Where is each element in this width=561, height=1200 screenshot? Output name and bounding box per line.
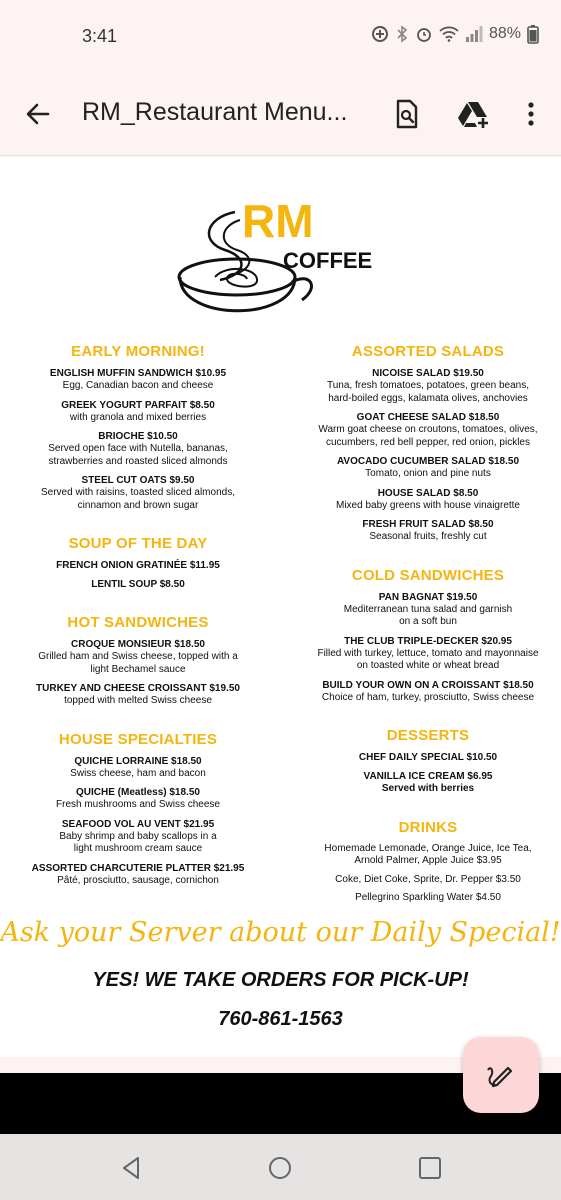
section-spacer	[310, 802, 546, 819]
status-icons	[371, 24, 539, 44]
menu-item-description: Mixed baby greens with house vinaigrette	[336, 499, 520, 511]
battery-percent: 88%	[488, 25, 521, 42]
find-in-document-button[interactable]	[389, 96, 425, 132]
menu-item-description: hard-boiled eggs, kalamata olives, anchovies	[328, 392, 528, 404]
menu-item-name: FRESH FRUIT SALAD $8.50	[362, 519, 494, 530]
menu-item	[310, 751, 546, 764]
menu-left-column	[18, 343, 258, 893]
menu-item-description: Fresh mushrooms and Swiss cheese	[56, 799, 220, 810]
battery-icon	[527, 24, 539, 44]
rm-coffee-logo	[170, 182, 400, 332]
pickup-note: YES! WE TAKE ORDERS FOR PICK-UP!	[92, 969, 469, 991]
menu-item	[310, 770, 546, 796]
menu-item-description: light Bechamel sauce	[90, 663, 186, 675]
menu-item-description: with granola and mixed berries	[69, 411, 207, 423]
menu-item-description: Seasonal fruits, freshly cut	[369, 531, 487, 542]
document-title: RM_Restaurant Menu...	[82, 98, 348, 126]
menu-item	[18, 399, 258, 425]
menu-item	[18, 559, 258, 572]
menu-item	[18, 755, 258, 781]
menu-item	[18, 367, 258, 393]
menu-item-description: Coke, Diet Coke, Sprite, Dr. Pepper $3.50	[335, 873, 521, 885]
menu-item-name: CROQUE MONSIEUR $18.50	[71, 639, 205, 650]
pen-edit-icon	[484, 1058, 518, 1092]
wifi-icon	[439, 26, 459, 42]
menu-item-name: NICOISE SALAD $19.50	[372, 368, 484, 379]
menu-item-name: AVOCADO CUCUMBER SALAD $18.50	[336, 456, 520, 467]
section-spacer	[310, 550, 546, 567]
logo-word: COFFEE	[283, 248, 373, 273]
menu-item	[18, 578, 258, 591]
menu-item-description: Mediterranean tuna salad and garnish	[343, 603, 513, 615]
document-page	[0, 157, 561, 1057]
menu-item-description: strawberries and roasted sliced almonds	[48, 455, 228, 467]
menu-right-column	[310, 343, 546, 911]
menu-item-name: GREEK YOGURT PARFAIT $8.50	[61, 399, 215, 411]
back-button[interactable]	[22, 98, 54, 130]
menu-item	[310, 843, 546, 868]
menu-item	[18, 682, 258, 708]
menu-section-title: SOUP OF THE DAY	[68, 535, 208, 552]
section-spacer	[18, 518, 258, 535]
menu-item-name: VANILLA ICE CREAM $6.95	[363, 771, 493, 782]
menu-item-name: BUILD YOUR OWN ON A CROISSANT $18.50	[322, 679, 534, 691]
menu-item-name: PAN BAGNAT $19.50	[378, 591, 478, 603]
menu-item-description: Served open face with Nutella, bananas,	[48, 443, 228, 454]
section-spacer	[18, 597, 258, 614]
menu-item-description: Tuna, fresh tomatoes, potatoes, green beans,	[327, 380, 529, 391]
menu-item	[310, 679, 546, 705]
square-recents-icon	[416, 1154, 444, 1182]
menu-item-description: Warm goat cheese on croutons, tomatoes, olives,	[318, 424, 538, 435]
add-to-drive-button[interactable]	[455, 96, 491, 132]
menu-section-title: HOT SANDWICHES	[67, 614, 209, 631]
more-options-button[interactable]	[513, 96, 549, 132]
menu-item	[18, 818, 258, 856]
menu-item-description: on toasted white or wheat bread	[356, 660, 500, 671]
menu-item-name: FRENCH ONION GRATINÉE $11.95	[56, 560, 220, 571]
menu-item-name: QUICHE (Meatless) $18.50	[76, 787, 200, 798]
menu-item-name: ASSORTED CHARCUTERIE PLATTER $21.95	[31, 862, 245, 874]
data-saver-icon	[371, 25, 389, 43]
menu-item-description: Served with raisins, toasted sliced almonds,	[41, 487, 235, 498]
menu-item-name: HOUSE SALAD $8.50	[377, 487, 479, 499]
menu-item-name: ENGLISH MUFFIN SANDWICH $10.95	[49, 368, 227, 379]
menu-item-description: Served with berries	[381, 783, 475, 794]
menu-item	[310, 487, 546, 513]
menu-item-description: Pellegrino Sparkling Water $4.50	[355, 892, 501, 903]
menu-item	[310, 874, 546, 887]
drive-add-icon	[455, 96, 491, 132]
nav-home-button[interactable]	[266, 1154, 294, 1182]
menu-item-description: Filled with turkey, lettuce, tomato and mayonnaise	[317, 647, 539, 659]
menu-item-description: Choice of ham, turkey, prosciutto, Swiss cheese	[321, 691, 535, 703]
menu-item-name: STEEL CUT OATS $9.50	[81, 475, 195, 486]
menu-item-description: cinnamon and brown sugar	[77, 499, 199, 511]
menu-item-description: Swiss cheese, ham and bacon	[70, 767, 206, 779]
menu-item-name: TURKEY AND CHEESE CROISSANT $19.50	[36, 683, 240, 694]
menu-item	[18, 862, 258, 888]
menu-section-title: HOUSE SPECIALTIES	[58, 730, 218, 748]
alarm-icon	[415, 25, 433, 43]
menu-item	[310, 892, 546, 905]
system-navigation-bar	[0, 1134, 561, 1200]
signal-icon	[465, 26, 483, 42]
menu-item	[18, 638, 258, 676]
menu-item-description: Baby shrimp and baby scallops in a	[59, 830, 217, 842]
menu-item	[310, 518, 546, 544]
menu-item	[18, 474, 258, 512]
daily-special-note: Ask your Server about our Daily Special!	[0, 917, 561, 948]
more-vert-icon	[513, 96, 549, 132]
logo-letters: RM	[242, 195, 314, 247]
menu-section-title: DESSERTS	[386, 727, 470, 744]
nav-back-button[interactable]	[118, 1154, 146, 1182]
section-spacer	[18, 714, 258, 731]
menu-item-name: BRIOCHE $10.50	[98, 431, 178, 442]
document-search-icon	[389, 96, 425, 132]
menu-section-title: COLD SANDWICHES	[351, 566, 505, 584]
menu-item-description: topped with melted Swiss cheese	[64, 695, 212, 706]
menu-item-name: SEAFOOD VOL AU VENT $21.95	[61, 818, 215, 830]
section-spacer	[310, 710, 546, 727]
menu-item-description: Pâté, prosciutto, sausage, cornichon	[57, 874, 219, 886]
menu-item-description: Arnold Palmer, Apple Juice $3.95	[354, 855, 502, 866]
phone-number: 760-861-1563	[218, 1008, 343, 1030]
menu-item-description: Homemade Lemonade, Orange Juice, Ice Tea,	[324, 842, 532, 854]
menu-item-name: THE CLUB TRIPLE-DECKER $20.95	[344, 635, 512, 647]
nav-recents-button[interactable]	[416, 1154, 444, 1182]
menu-item	[310, 367, 546, 405]
menu-item-name: GOAT CHEESE SALAD $18.50	[356, 412, 500, 423]
menu-item-name: LENTIL SOUP $8.50	[91, 579, 185, 590]
menu-item-description: Egg, Canadian bacon and cheese	[62, 380, 214, 391]
menu-item	[310, 455, 546, 481]
menu-section-title: ASSORTED SALADS	[351, 343, 505, 360]
menu-section-title: EARLY MORNING!	[71, 343, 205, 360]
menu-section-title: DRINKS	[398, 818, 458, 836]
menu-item-description: cucumbers, red bell pepper, red onion, pickles	[325, 436, 530, 448]
status-bar	[0, 0, 561, 72]
circle-home-icon	[266, 1154, 294, 1182]
menu-item	[310, 591, 546, 629]
menu-item	[310, 411, 546, 449]
triangle-back-icon	[118, 1154, 146, 1182]
menu-item-name: CHEF DAILY SPECIAL $10.50	[358, 752, 498, 763]
menu-item-description: Tomato, onion and pine nuts	[365, 468, 491, 479]
menu-item-name: QUICHE LORRAINE $18.50	[74, 755, 202, 767]
menu-item	[310, 635, 546, 673]
app-bar	[0, 72, 561, 156]
menu-item-description: Grilled ham and Swiss cheese, topped with a	[38, 651, 238, 662]
menu-item	[18, 430, 258, 468]
arrow-left-icon	[22, 98, 54, 130]
bluetooth-icon	[395, 25, 409, 43]
status-time: 3:41	[82, 26, 118, 46]
menu-item-description: light mushroom cream sauce	[73, 843, 203, 854]
menu-item	[18, 786, 258, 812]
menu-item-description: on a soft bun	[399, 616, 457, 627]
annotate-button[interactable]	[463, 1037, 539, 1113]
